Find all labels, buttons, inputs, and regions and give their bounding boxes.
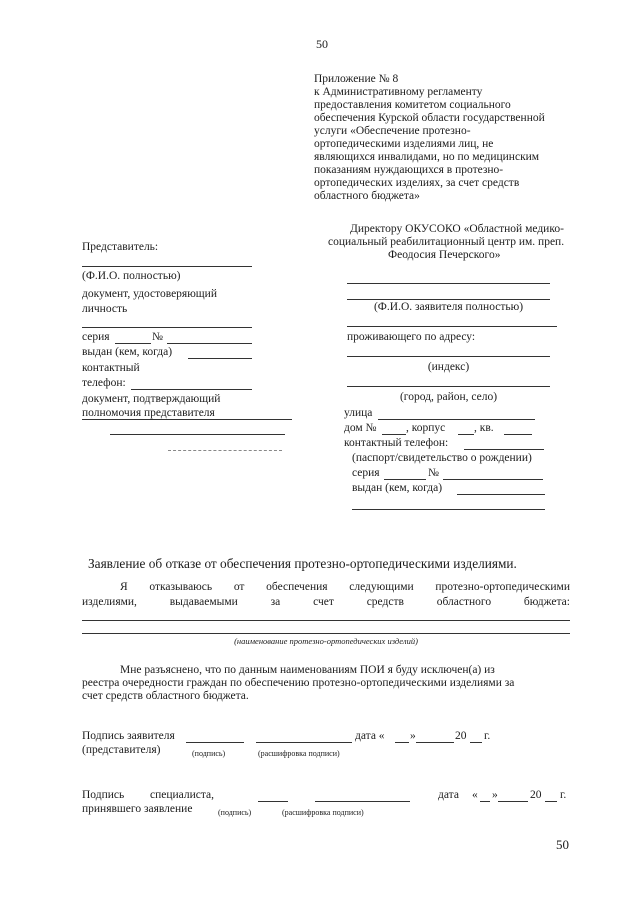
applicant-month-line bbox=[416, 742, 454, 743]
representative-number-label: № bbox=[152, 331, 163, 343]
applicant-issued-line bbox=[457, 494, 545, 495]
applicant-street-line bbox=[378, 419, 535, 420]
applicant-index-caption: (индекс) bbox=[427, 361, 470, 373]
paragraph-word: отказываюсь bbox=[149, 581, 213, 593]
applicant-signature-label: Подпись заявителя bbox=[82, 730, 175, 742]
representative-doc-label: документ, удостоверяющий bbox=[82, 288, 217, 300]
applicant-date-label: дата « bbox=[355, 730, 385, 742]
appendix-line: Приложение № 8 bbox=[314, 73, 399, 85]
paragraph-word: областного bbox=[436, 596, 492, 608]
signature-caption: (подпись) bbox=[192, 749, 226, 758]
representative-contact-label: контактный bbox=[82, 362, 140, 374]
appendix-line: областного бюджета» bbox=[314, 190, 420, 202]
representative-name-line bbox=[82, 266, 252, 267]
paragraph-word: Я bbox=[120, 581, 128, 593]
applicant-corpus-line bbox=[458, 434, 474, 435]
refusal-paragraph-line bbox=[82, 596, 570, 609]
paragraph-word: следующими bbox=[349, 581, 414, 593]
explanation-line: Мне разъяснено, что по данным наименованиям ПОИ я буду исключен(а) из bbox=[120, 664, 495, 676]
applicant-apt-line bbox=[504, 434, 532, 435]
applicant-issued-label: выдан (кем, когда) bbox=[352, 482, 443, 494]
applicant-series-line bbox=[384, 479, 426, 480]
applicant-number-line bbox=[443, 479, 543, 480]
applicant-signature-line bbox=[186, 742, 244, 743]
representative-confirm-label: документ, подтверждающий bbox=[82, 393, 221, 405]
applicant-passport-caption: (паспорт/свидетельство о рождении) bbox=[352, 452, 532, 464]
representative-extra-line bbox=[110, 434, 285, 435]
explanation-line: реестра очередности граждан по обеспечению протезно-ортопедическими изделиями за bbox=[82, 677, 515, 689]
statement-title: Заявление об отказе от обеспечения протезно-ортопедическими изделиями. bbox=[88, 556, 517, 571]
appendix-line: к Административному регламенту bbox=[314, 86, 483, 98]
applicant-city-line bbox=[347, 386, 550, 387]
specialist-date-open: « bbox=[472, 789, 478, 801]
appendix-line: ортопедических изделиях, за счет средств bbox=[314, 177, 520, 189]
specialist-accepted-label: принявшего заявление bbox=[82, 803, 193, 815]
representative-confirm-line bbox=[82, 419, 292, 420]
addressee-line: социальный реабилитационный центр им. преп. bbox=[328, 236, 565, 248]
paragraph-word: бюджета: bbox=[523, 596, 570, 608]
addressee-line: Директору ОКУСОКО «Областной медико- bbox=[350, 223, 564, 235]
page-number-bottom: 50 bbox=[556, 837, 569, 852]
items-caption: (наименование протезно-ортопедических изделий) bbox=[234, 636, 418, 646]
applicant-year-label: 20 bbox=[455, 730, 467, 742]
signature-word: специалиста, bbox=[149, 789, 214, 801]
representative-issued-line bbox=[188, 358, 252, 359]
applicant-year-line bbox=[470, 742, 482, 743]
explanation-line: счет средств областного бюджета. bbox=[82, 690, 249, 702]
representative-series-line bbox=[115, 343, 151, 344]
applicant-decode-line bbox=[256, 742, 352, 743]
representative-phone-label: телефон: bbox=[82, 377, 126, 389]
representative-number-line bbox=[167, 343, 252, 344]
applicant-house-label: дом № bbox=[344, 422, 377, 434]
specialist-month-line bbox=[498, 801, 528, 802]
appendix-line: ортопедическими изделиями лиц, не bbox=[314, 138, 494, 150]
appendix-line: показаниям нуждающихся в протезно- bbox=[314, 164, 504, 176]
specialist-decode-line bbox=[315, 801, 410, 802]
refusal-paragraph-line bbox=[120, 581, 570, 594]
applicant-fio-caption: (Ф.И.О. заявителя полностью) bbox=[373, 301, 524, 313]
representative-doc-label: личность bbox=[82, 303, 128, 315]
specialist-year-suffix: г. bbox=[560, 789, 567, 801]
paragraph-word: от bbox=[233, 581, 245, 593]
signature-caption: (подпись) bbox=[218, 808, 252, 817]
representative-signature-label: (представителя) bbox=[82, 744, 161, 756]
appendix-line: обеспечения Курской области государственной bbox=[314, 112, 545, 124]
appendix-line: являющихся инвалидами, но по медицинским bbox=[314, 151, 540, 163]
applicant-apt-label: , кв. bbox=[474, 422, 494, 434]
applicant-city-caption: (город, район, село) bbox=[399, 391, 498, 403]
applicant-day-line bbox=[395, 742, 409, 743]
applicant-series-label: серия bbox=[352, 467, 380, 479]
specialist-signature-label bbox=[82, 789, 214, 802]
paragraph-word: за bbox=[270, 596, 281, 608]
applicant-name-line bbox=[347, 326, 557, 327]
representative-doc-line bbox=[82, 327, 252, 328]
representative-issued-label: выдан (кем, когда) bbox=[82, 346, 173, 358]
applicant-house-line bbox=[382, 434, 406, 435]
specialist-year-line bbox=[545, 801, 557, 802]
paragraph-word: средств bbox=[366, 596, 404, 608]
specialist-year-label: 20 bbox=[530, 789, 542, 801]
page-number-top: 50 bbox=[316, 37, 328, 51]
applicant-corpus-label: , корпус bbox=[406, 422, 446, 434]
items-fill-line bbox=[82, 633, 570, 634]
decode-caption: (расшифровка подписи) bbox=[258, 749, 340, 758]
representative-confirm-label: полномочия представителя bbox=[82, 407, 215, 419]
signature-word: Подпись bbox=[82, 789, 125, 801]
paragraph-word: обеспечения bbox=[266, 581, 328, 593]
paragraph-word: изделиями, bbox=[82, 596, 137, 608]
specialist-signature-line bbox=[258, 801, 288, 802]
paragraph-word: протезно-ортопедическими bbox=[435, 581, 570, 593]
paragraph-word: счет bbox=[313, 596, 334, 608]
representative-extra-line bbox=[168, 450, 282, 451]
representative-series-label: серия bbox=[82, 331, 110, 343]
applicant-street-label: улица bbox=[344, 407, 373, 419]
representative-fio-caption: (Ф.И.О. полностью) bbox=[82, 270, 181, 282]
applicant-year-suffix: г. bbox=[484, 730, 491, 742]
applicant-name-line bbox=[347, 283, 550, 284]
items-fill-line bbox=[82, 620, 570, 621]
addressee-line: Феодосия Печерского» bbox=[388, 249, 501, 261]
appendix-line: предоставления комитетом социального bbox=[314, 99, 511, 111]
representative-phone-line bbox=[131, 389, 252, 390]
representative-label: Представитель: bbox=[82, 241, 159, 253]
appendix-line: услуги «Обеспечение протезно- bbox=[314, 125, 471, 137]
applicant-index-line bbox=[347, 356, 550, 357]
specialist-date-close: » bbox=[492, 789, 498, 801]
applicant-issued-line bbox=[352, 509, 545, 510]
applicant-phone-line bbox=[464, 449, 544, 450]
specialist-day-line bbox=[480, 801, 490, 802]
applicant-date-close: » bbox=[410, 730, 416, 742]
applicant-name-line bbox=[347, 299, 550, 300]
applicant-number-label: № bbox=[428, 467, 439, 479]
applicant-residing-label: проживающего по адресу: bbox=[347, 331, 476, 343]
specialist-date-label: дата bbox=[438, 789, 459, 801]
applicant-phone-label: контактный телефон: bbox=[344, 437, 449, 449]
paragraph-word: выдаваемыми bbox=[169, 596, 238, 608]
decode-caption: (расшифровка подписи) bbox=[282, 808, 364, 817]
